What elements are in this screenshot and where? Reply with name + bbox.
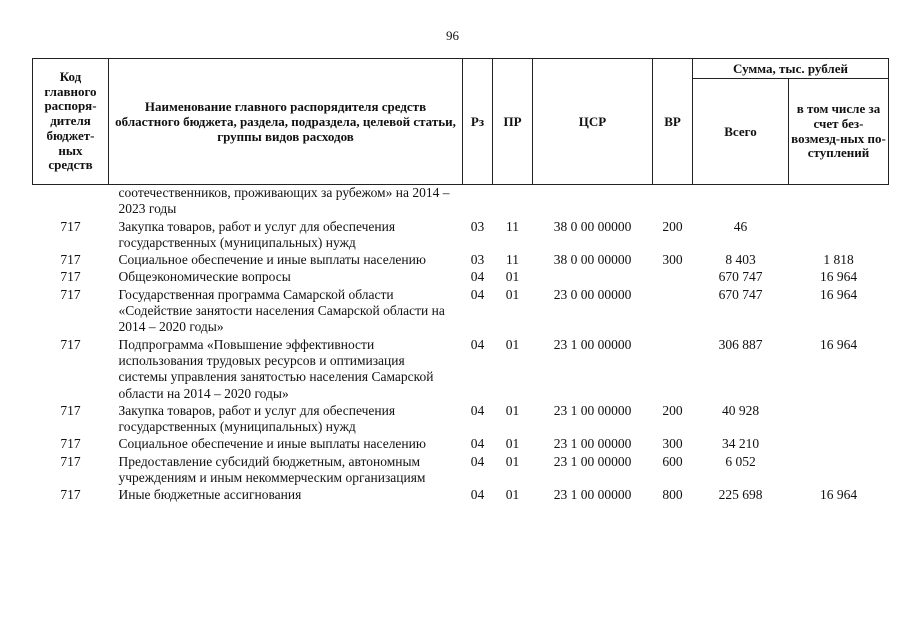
cell-csr: 23 1 00 00000 (553, 402, 632, 418)
cell-name: Общеэкономические вопросы (118, 269, 291, 285)
table-row (33, 436, 889, 453)
cell-name: соотечественников, проживающих за рубежом» на 2014 – 2023 годы (118, 185, 450, 217)
table-row (33, 269, 889, 286)
table-row (33, 487, 889, 504)
cell-vr: 200 (662, 402, 683, 418)
cell-grants (789, 454, 889, 488)
cell-rz: 04 (470, 436, 485, 452)
header-total: Всего (693, 79, 789, 185)
cell-vr: 600 (662, 453, 683, 469)
cell-name: Государственная программа Самарской области «Содействие занятости населения Самарской области на 2014 – 2020 годы» (118, 286, 445, 335)
cell-pr: 01 (505, 269, 520, 285)
cell-code: 717 (60, 218, 81, 234)
cell-pr: 01 (505, 402, 520, 418)
budget-table (32, 58, 889, 505)
cell-grants: 16 964 (819, 269, 858, 285)
cell-rz: 04 (470, 336, 485, 352)
table-row (33, 219, 889, 253)
cell-code: 717 (60, 402, 81, 418)
page-number: 96 (446, 28, 459, 43)
cell-name: Подпрограмма «Повышение эффективности использования трудовых ресурсов и оптимизация системы управления занятостью населения Самарской области на 2014 – 2020 годы» (118, 336, 434, 401)
cell-rz (463, 185, 493, 219)
header-code: Код главного распоря-дителя бюджет-ных средств (33, 59, 109, 185)
table-row (33, 454, 889, 488)
cell-name: Закупка товаров, работ и услуг для обеспечения государственных (муниципальных) нужд (118, 218, 396, 250)
cell-grants (789, 185, 889, 219)
cell-code: 717 (60, 436, 81, 452)
table-header (33, 59, 889, 185)
cell-vr (653, 287, 693, 337)
cell-grants (789, 436, 889, 453)
cell-total: 225 698 (718, 487, 763, 503)
cell-csr (533, 269, 653, 286)
cell-csr: 23 1 00 00000 (553, 487, 632, 503)
cell-total: 34 210 (721, 436, 760, 452)
cell-grants: 16 964 (819, 286, 858, 302)
cell-csr: 38 0 00 00000 (553, 218, 632, 234)
cell-pr (493, 185, 533, 219)
cell-total: 306 887 (718, 336, 763, 352)
cell-code: 717 (60, 269, 81, 285)
cell-rz: 03 (470, 218, 485, 234)
cell-vr: 300 (662, 252, 683, 268)
cell-rz: 04 (470, 402, 485, 418)
cell-code: 717 (60, 252, 81, 268)
cell-name: Социальное обеспечение и иные выплаты населению (118, 252, 426, 268)
cell-csr: 23 0 00 00000 (553, 286, 632, 302)
cell-rz: 04 (470, 269, 485, 285)
cell-code (33, 185, 109, 219)
cell-name: Иные бюджетные ассигнования (118, 487, 302, 503)
cell-rz: 04 (470, 453, 485, 469)
cell-vr (653, 185, 693, 219)
cell-total: 46 (733, 218, 748, 234)
cell-csr: 23 1 00 00000 (553, 436, 632, 452)
cell-vr: 300 (662, 436, 683, 452)
cell-code: 717 (60, 286, 81, 302)
cell-total: 8 403 (725, 252, 756, 268)
cell-grants: 1 818 (823, 252, 854, 268)
header-rz: Рз (463, 59, 493, 185)
cell-pr: 01 (505, 453, 520, 469)
cell-name: Предоставление субсидий бюджетным, автономным учреждениям и иным некоммерческим организациям (118, 453, 426, 486)
table-row (33, 403, 889, 437)
cell-total: 670 747 (718, 286, 763, 302)
cell-total (693, 185, 789, 219)
header-grants: в том числе за счет без-возмезд-ных по-ступлений (789, 79, 889, 185)
cell-rz: 04 (470, 487, 485, 503)
cell-vr: 200 (662, 218, 683, 234)
header-name: Наименование главного распорядителя средств областного бюджета, раздела, подраздела, целевой статьи, группы видов расходов (109, 59, 463, 185)
header-vr: ВР (653, 59, 693, 185)
cell-csr: 38 0 00 00000 (553, 252, 632, 268)
header-sum-group: Сумма, тыс. рублей (693, 59, 889, 79)
cell-csr: 23 1 00 00000 (553, 453, 632, 469)
cell-vr (653, 337, 693, 403)
cell-vr: 800 (662, 487, 683, 503)
cell-grants: 16 964 (819, 487, 858, 503)
cell-pr: 01 (505, 286, 520, 302)
cell-grants: 16 964 (819, 336, 858, 352)
cell-vr (653, 269, 693, 286)
table-row (33, 287, 889, 337)
cell-code: 717 (60, 453, 81, 469)
cell-rz: 04 (470, 286, 485, 302)
table-row (33, 337, 889, 403)
cell-csr: 23 1 00 00000 (553, 336, 632, 352)
cell-grants (789, 403, 889, 437)
cell-csr (533, 185, 653, 219)
cell-pr: 11 (506, 252, 519, 268)
cell-pr: 01 (505, 487, 520, 503)
cell-total: 670 747 (718, 269, 763, 285)
cell-total: 40 928 (721, 402, 760, 418)
table-row (33, 185, 889, 219)
cell-total: 6 052 (725, 453, 756, 469)
cell-pr: 01 (505, 436, 520, 452)
cell-pr: 01 (505, 336, 520, 352)
header-csr: ЦСР (533, 59, 653, 185)
table-row (33, 252, 889, 269)
header-pr: ПР (493, 59, 533, 185)
cell-grants (789, 219, 889, 253)
cell-code: 717 (60, 336, 81, 352)
cell-pr: 11 (506, 218, 519, 234)
cell-name: Социальное обеспечение и иные выплаты населению (118, 436, 426, 452)
table-body (33, 185, 889, 505)
cell-name: Закупка товаров, работ и услуг для обеспечения государственных (муниципальных) нужд (118, 402, 396, 435)
cell-rz: 03 (470, 252, 485, 268)
cell-code: 717 (60, 487, 81, 503)
